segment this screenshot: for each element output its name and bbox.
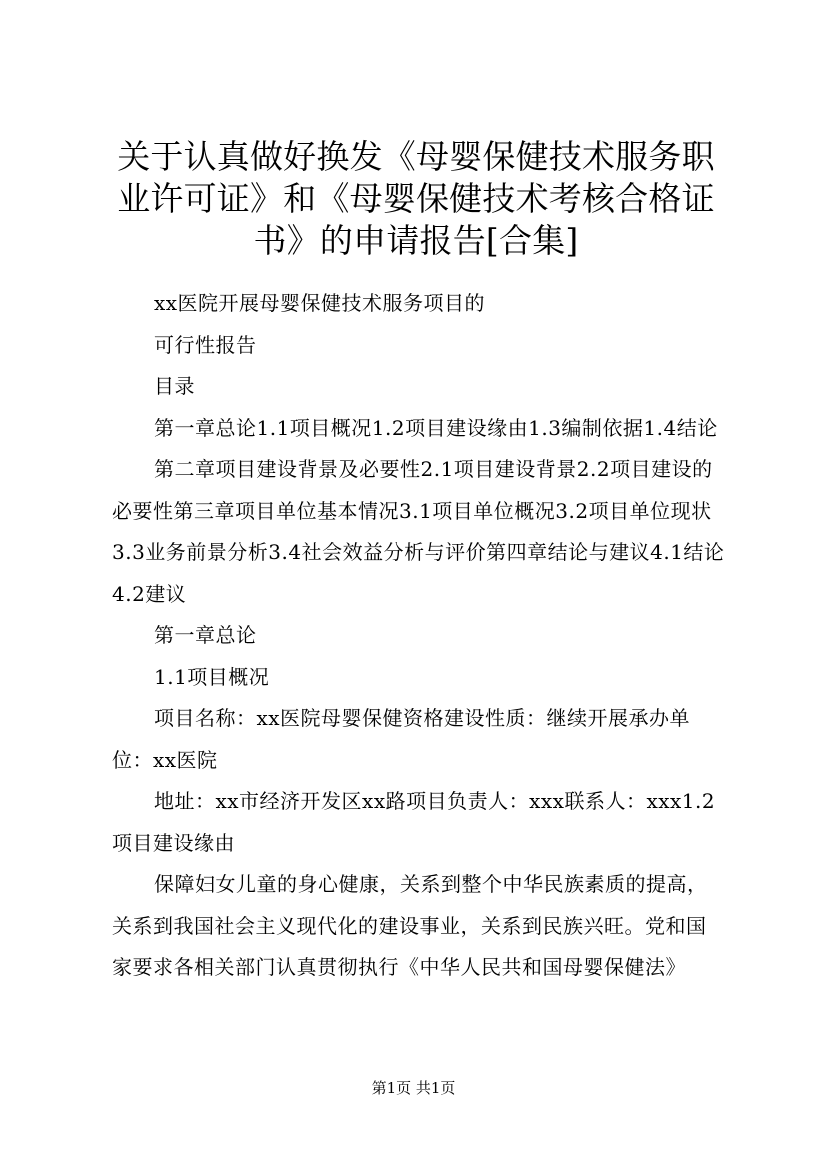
paragraph-9: 地址：xx市经济开发区xx路项目负责人：xxx联系人：xxx1.2项目建设缘由 <box>112 789 716 855</box>
paragraph-6: 第一章总论 <box>154 623 257 647</box>
document-title: 关于认真做好换发《母婴保健技术服务职业许可证》和《母婴保健技术考核合格证书》的申请报告[合集] <box>117 137 715 260</box>
paragraph-3: 目录 <box>154 374 195 398</box>
paragraph-7: 1.1项目概况 <box>154 664 270 689</box>
paragraph-10: 保障妇女儿童的身心健康，关系到整个中华民族素质的提高，关系到我国社会主义现代化的建设事业，关系到民族兴旺。党和国家要求各相关部门认真贯彻执行《中华人民共和国母婴保健法》 <box>112 872 708 979</box>
paragraph-5: 第二章项目建设背景及必要性2.1项目建设背景2.2项目建设的必要性第三章项目单位基本情况3.1项目单位概况3.2项目单位现状3.3业务前景分析3.4社会效益分析与评价第四章结论与建议4.1结论4.2建议 <box>112 457 725 606</box>
paragraph-4: 第一章总论1.1项目概况1.2项目建设缘由1.3编制依据1.4结论 <box>154 415 718 440</box>
document-body <box>112 283 725 989</box>
paragraph-1: xx医院开展母婴保健技术服务项目的 <box>154 291 486 315</box>
paragraph-8: 项目名称：xx医院母婴保健资格建设性质：继续开展承办单位：xx医院 <box>112 706 691 772</box>
paragraph-2: 可行性报告 <box>154 332 257 357</box>
page-footer: 第1页 共1页 <box>371 1079 456 1097</box>
